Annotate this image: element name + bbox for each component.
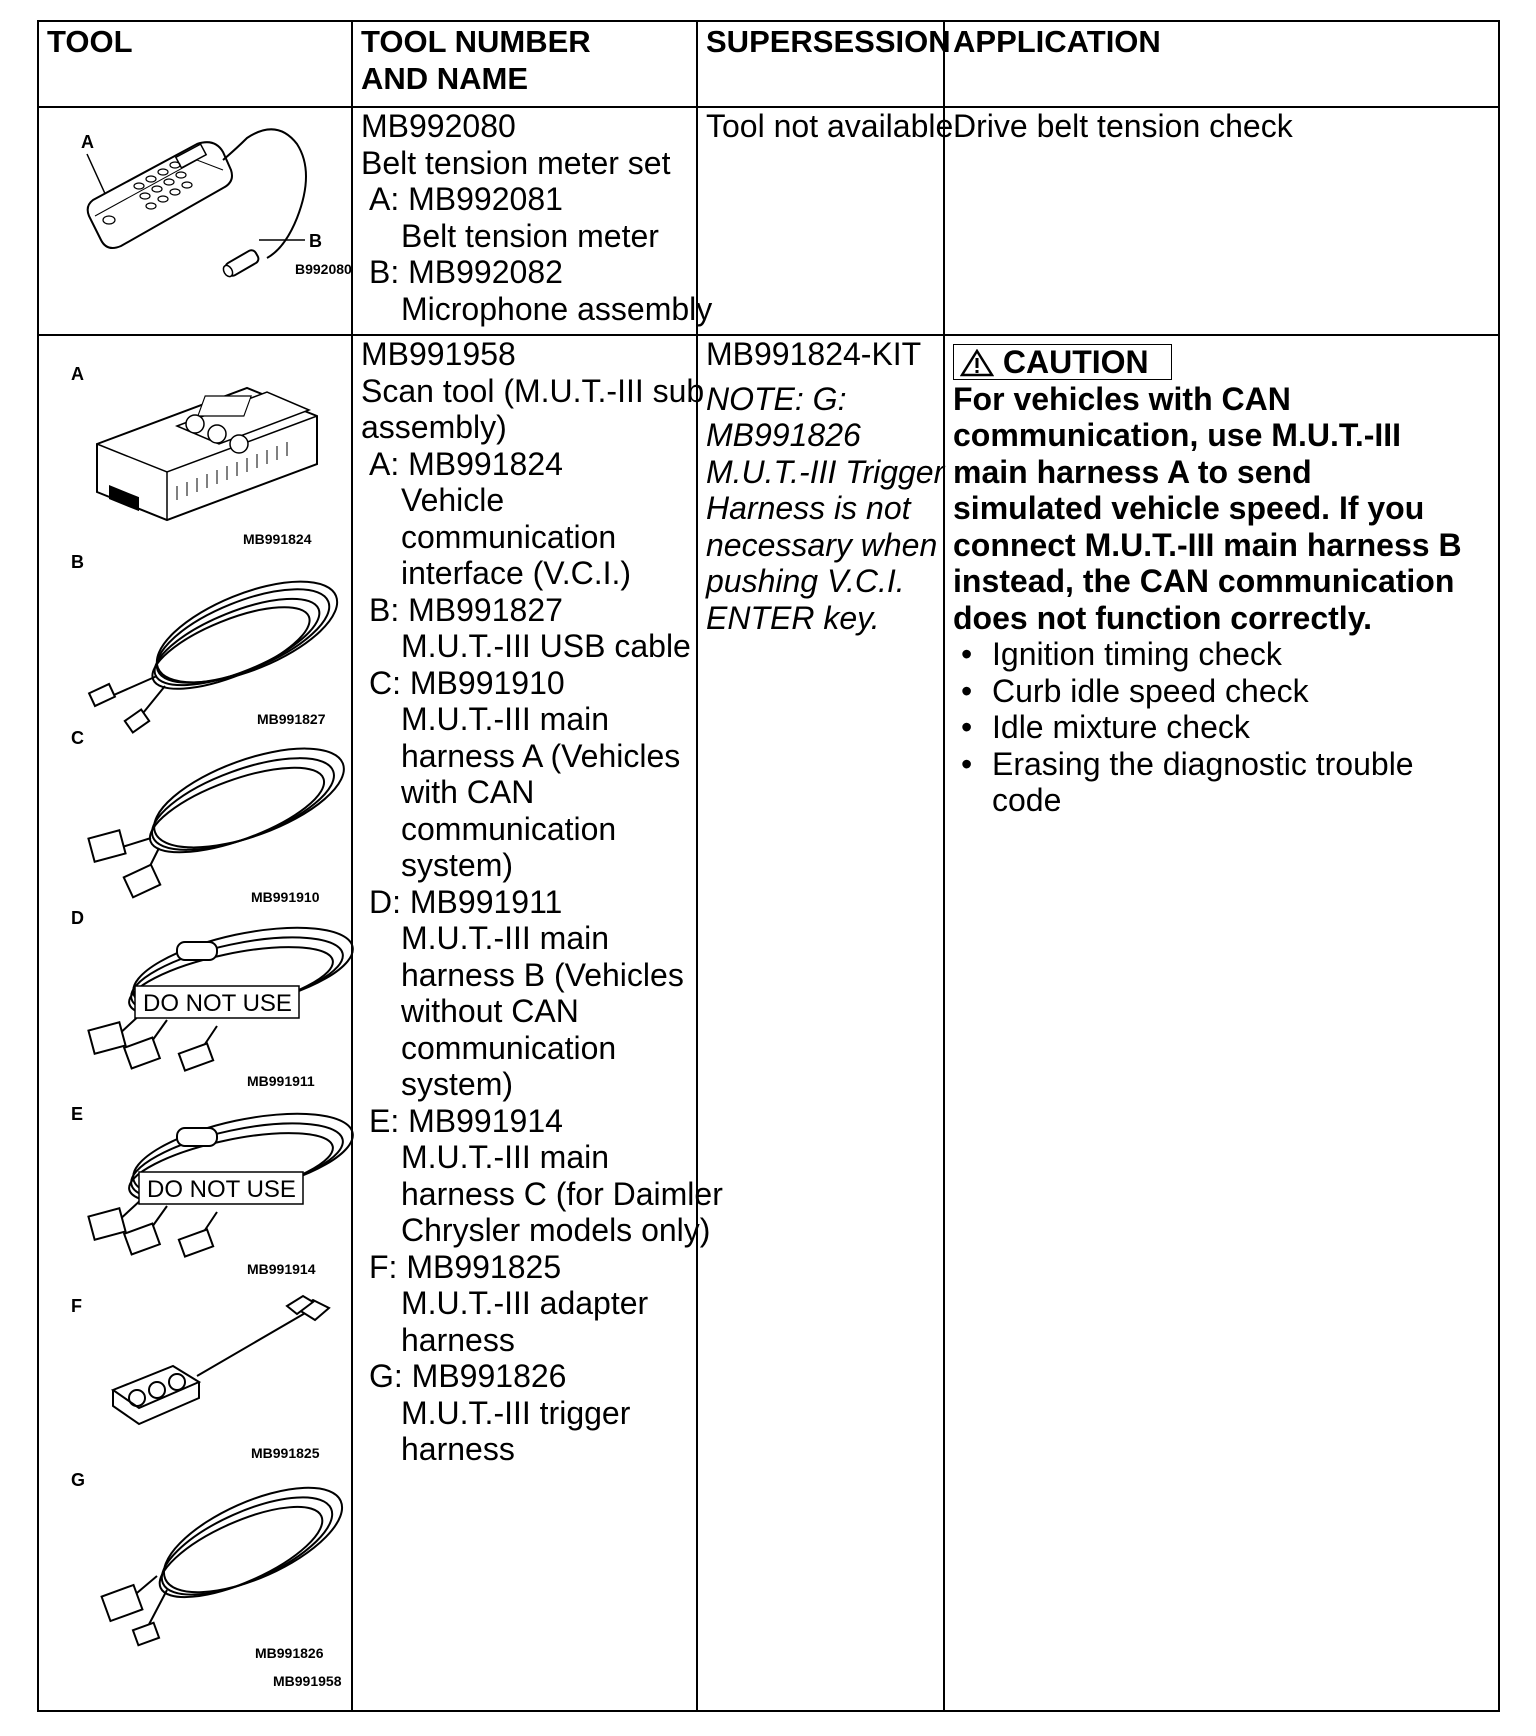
figure-id: MB991826: [255, 1645, 324, 1661]
component-line: Vehicle: [401, 482, 505, 518]
supersession-cell: [697, 107, 954, 335]
figure-id: MB991911: [247, 1073, 315, 1089]
caution-line: simulated vehicle speed. If you: [953, 490, 1425, 526]
caution-line: does not function correctly.: [953, 599, 1372, 636]
application-bullet: • Erasing the diagnostic trouble code: [953, 746, 1490, 819]
header-supersession: SUPERSESSION: [697, 21, 944, 107]
do-not-use-label: DO NOT USE: [143, 990, 292, 1017]
component-line: Chrysler models only): [401, 1212, 711, 1248]
figure-label: B: [71, 552, 84, 572]
component-line: M.U.T.-III main: [401, 920, 610, 956]
caution-label: CAUTION: [1002, 344, 1149, 380]
component-line: communication: [401, 810, 617, 847]
figure-id: MB991914: [247, 1261, 316, 1277]
figure-label: F: [71, 1296, 82, 1316]
supersession-text: Tool not available: [706, 108, 954, 144]
component-line: A: MB991824: [369, 445, 563, 482]
caution-line: main harness A to send: [953, 453, 1312, 490]
header-row: [38, 21, 1499, 107]
component-line: G: MB991826: [369, 1358, 567, 1394]
special-tools-table: [37, 20, 1500, 1712]
component-line: M.U.T.-III main: [401, 1139, 610, 1175]
application-cell: [944, 335, 1499, 1711]
component-line: M.U.T.-III main: [401, 701, 610, 737]
component-line: Scan tool (M.U.T.-III sub: [361, 372, 705, 409]
component-line: M.U.T.-III USB cable: [401, 628, 691, 664]
application-cell: [944, 107, 1499, 335]
vci-device-shape: [97, 388, 317, 520]
table-row: [38, 335, 1499, 1711]
figure-id: MB991824: [243, 531, 312, 547]
figure-label: A: [71, 364, 84, 384]
figure-label-b: B: [309, 231, 322, 251]
note-line: MB991826: [706, 417, 861, 453]
adapter-harness-shape: [113, 1296, 329, 1424]
figure-id: B992080: [295, 261, 352, 277]
trigger-harness-shape: [102, 1466, 357, 1645]
component-a-name: Belt tension meter: [401, 217, 659, 254]
component-line: B: MB991827: [369, 591, 563, 628]
component-b-name: Microphone assembly: [401, 290, 713, 327]
component-line: assembly): [361, 409, 507, 445]
application-bullet-list: [953, 636, 1490, 819]
component-line: without CAN: [401, 993, 579, 1029]
component-line: E: MB991914: [369, 1102, 563, 1139]
component-line: harness C (for Daimler: [401, 1175, 723, 1212]
application-text: Drive belt tension check: [953, 108, 1293, 144]
header-number-name: TOOL NUMBER AND NAME: [352, 21, 697, 107]
component-line: M.U.T.-III adapter: [401, 1285, 649, 1321]
note-line: NOTE: G:: [706, 380, 847, 417]
component-line: with CAN: [401, 774, 535, 810]
scan-tool-illustrations: [47, 336, 357, 1706]
note-line: ENTER key.: [706, 599, 880, 636]
tool-number: MB992080: [361, 108, 516, 144]
do-not-use-stamp: [135, 986, 299, 1018]
figure-label: G: [71, 1470, 86, 1490]
figure-label-a: A: [81, 132, 94, 152]
component-line: communication: [401, 518, 617, 555]
tool-illustration-cell: [38, 107, 352, 335]
caution-line: communication, use M.U.T.-III: [953, 417, 1402, 453]
caution-line: For vehicles with CAN: [953, 380, 1291, 417]
component-line: harness B (Vehicles: [401, 956, 684, 993]
figure-label: D: [71, 908, 84, 928]
component-line: communication: [401, 1029, 617, 1066]
belt-tension-meter-illustration: [47, 108, 357, 333]
caution-line: instead, the CAN communication: [953, 563, 1455, 599]
header-tool: TOOL: [38, 21, 352, 107]
do-not-use-label: DO NOT USE: [147, 1176, 296, 1203]
tool-number-name-cell: [352, 107, 713, 335]
component-line: harness: [401, 1431, 515, 1467]
component-line: system): [401, 1066, 513, 1102]
application-bullet: • Idle mixture check: [953, 709, 1490, 746]
tool-number-name-cell: [352, 335, 723, 1711]
microphone-shape: [222, 248, 261, 278]
note-line: pushing V.C.I.: [706, 563, 905, 599]
supersession-note: [706, 380, 945, 637]
table-row: [38, 107, 1499, 335]
warning-triangle-icon: [960, 349, 994, 377]
component-list: [361, 336, 723, 1468]
figure-label: C: [71, 728, 84, 748]
note-line: necessary when: [706, 526, 938, 563]
usb-cable-shape: [89, 561, 350, 733]
caution-line: connect M.U.T.-III main harness B: [953, 526, 1462, 563]
component-line: F: MB991825: [369, 1248, 562, 1285]
header-application: APPLICATION: [944, 21, 1499, 107]
note-line: M.U.T.-III Trigger: [706, 453, 945, 490]
component-line: MB991958: [361, 336, 516, 372]
supersession-cell: [697, 335, 944, 1711]
tool-name: Belt tension meter set: [361, 144, 671, 181]
component-line: harness: [401, 1321, 515, 1358]
component-line: harness A (Vehicles: [401, 737, 681, 774]
component-line: interface (V.C.I.): [401, 555, 632, 591]
component-line: M.U.T.-III trigger: [401, 1394, 631, 1431]
tool-illustration-cell: [38, 335, 352, 1711]
supersession-text: MB991824-KIT: [706, 336, 922, 372]
component-line: system): [401, 847, 513, 883]
figure-id: MB991825: [251, 1445, 320, 1461]
belt-tension-meter-shape: [88, 129, 306, 258]
component-line: C: MB991910: [369, 664, 565, 701]
figure-label: E: [71, 1104, 84, 1124]
note-line: Harness is not: [706, 490, 911, 526]
component-a-number: A: MB992081: [369, 181, 563, 217]
caution-text: [953, 381, 1490, 637]
figure-set-id: MB991958: [273, 1673, 342, 1689]
application-bullet: • Ignition timing check: [953, 636, 1490, 673]
figure-id: MB991827: [257, 711, 326, 727]
application-bullet: • Curb idle speed check: [953, 673, 1490, 710]
component-line: D: MB991911: [369, 883, 563, 920]
figure-id: MB991910: [251, 889, 320, 905]
main-harness-a-shape: [88, 728, 356, 897]
do-not-use-stamp: [139, 1172, 303, 1204]
caution-label-box: [953, 344, 1172, 380]
component-b-number: B: MB992082: [369, 254, 563, 290]
